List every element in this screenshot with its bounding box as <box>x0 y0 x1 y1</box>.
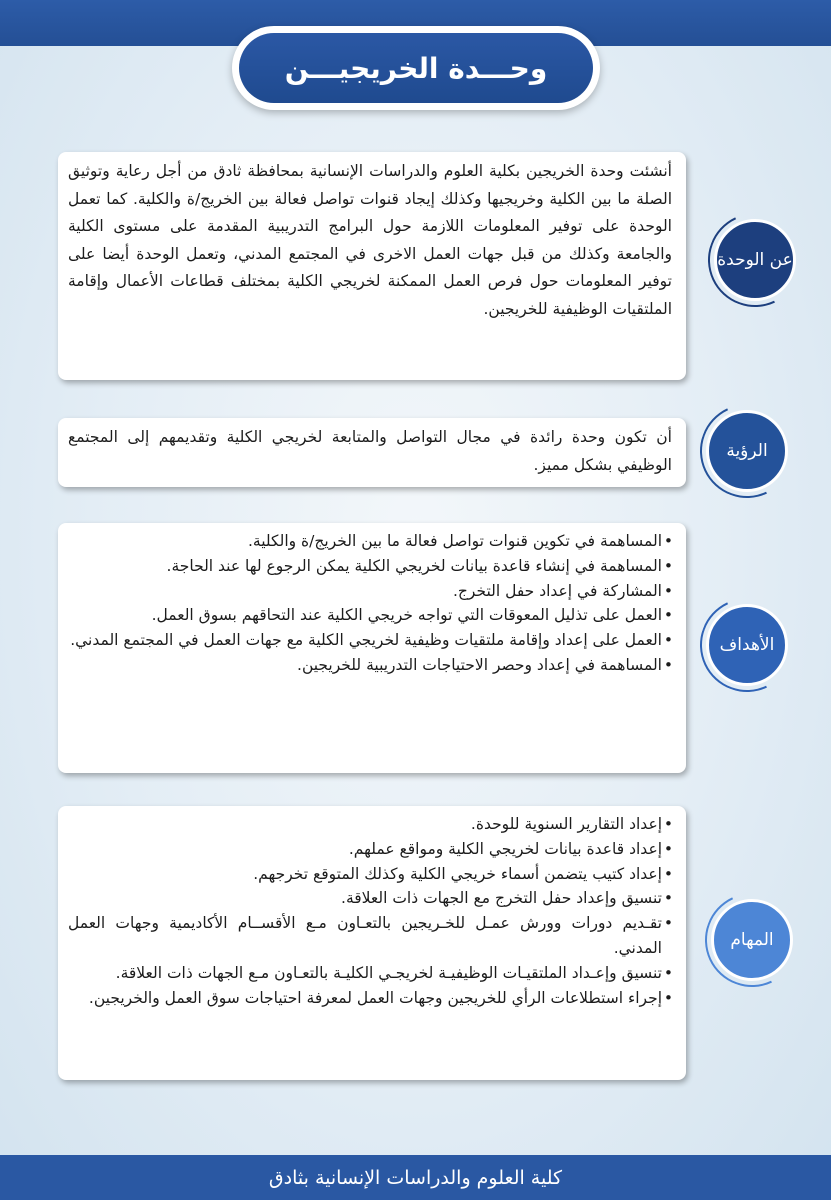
about-text: أنشئت وحدة الخريجين بكلية العلوم والدراسات الإنسانية بمحافظة ثادق من أجل رعاية وتوثيق الصلة ما بين الكلية وخريجيها وكذلك إيجاد قنوات تواصل فعالة بين الخريج/ة والكلية. كما تعمل الوحدة على توفير المعلومات اللازمة حول البرامج التدريبية المقدمة على مستوى الكلية والجامعة وكذلك من قبل جهات العمل الاخرى في المجتمع المدني، وتعمل الوحدة أيضا على توفير المعلومات حول فرص العمل الممكنة لخريجي الكلية بمختلف قطاعات الأعمال وإقامة الملتقيات الوظيفية للخريجين. <box>68 162 672 318</box>
vision-label: الرؤية <box>726 441 768 461</box>
title-banner-inner <box>239 33 593 103</box>
footer-bar <box>0 1155 831 1200</box>
goals-label-circle <box>706 604 788 686</box>
list-item: • تنسيق وإعداد حفل التخرج مع الجهات ذات العلاقة. <box>68 886 672 911</box>
about-label: عن الوحدة <box>717 250 793 270</box>
footer-text: كلية العلوم والدراسات الإنسانية بثادق <box>268 1166 563 1189</box>
about-label-circle <box>714 219 796 301</box>
tasks-label: المهام <box>730 930 774 950</box>
list-item: • العمل على تذليل المعوقات التي تواجه خريجي الكلية عند التحاقهم بسوق العمل. <box>68 603 672 628</box>
list-item: • إجراء استطلاعات الرأي للخريجين وجهات العمل لمعرفة احتياجات سوق العمل والخريجين. <box>68 986 672 1011</box>
list-item: • إعداد التقارير السنوية للوحدة. <box>68 812 672 837</box>
vision-label-circle <box>706 410 788 492</box>
goals-card <box>58 523 686 773</box>
vision-card <box>58 418 686 487</box>
tasks-label-circle <box>711 899 793 981</box>
list-item: • المساهمة في تكوين قنوات تواصل فعالة ما بين الخريج/ة والكلية. <box>68 529 672 554</box>
list-item: • إعداد قاعدة بيانات لخريجي الكلية ومواقع عملهم. <box>68 837 672 862</box>
tasks-card <box>58 806 686 1080</box>
list-item: • المساهمة في إعداد وحصر الاحتياجات التدريبية للخريجين. <box>68 653 672 678</box>
list-item: • تنسيق وإعـداد الملتقيـات الوظيفيـة لخريجـي الكليـة بالتعـاون مـع الجهات ذات العلاقة. <box>68 961 672 986</box>
vision-text: أن تكون وحدة رائدة في مجال التواصل والمتابعة لخريجي الكلية وتقديمهم إلى المجتمع الوظيفي بشكل مميز. <box>68 428 672 474</box>
list-item: • تقـديم دورات وورش عمـل للخـريجين بالتعـاون مـع الأقســام الأكاديمية وجهات العمل المدني. <box>68 911 672 961</box>
goals-label: الأهداف <box>719 635 775 655</box>
list-item: • العمل على إعداد وإقامة ملتقيات وظيفية لخريجي الكلية مع جهات العمل في المجتمع المدني. <box>68 628 672 653</box>
page-title: وحـــدة الخريجيـــن <box>284 51 548 85</box>
about-card <box>58 152 686 380</box>
list-item: • إعداد كتيب يتضمن أسماء خريجي الكلية وكذلك المتوقع تخرجهم. <box>68 862 672 887</box>
list-item: • المشاركة في إعداد حفل التخرج. <box>68 579 672 604</box>
tasks-list <box>68 812 672 1010</box>
list-item: • المساهمة في إنشاء قاعدة بيانات لخريجي الكلية يمكن الرجوع لها عند الحاجة. <box>68 554 672 579</box>
goals-list <box>68 529 672 678</box>
title-banner <box>232 26 600 110</box>
